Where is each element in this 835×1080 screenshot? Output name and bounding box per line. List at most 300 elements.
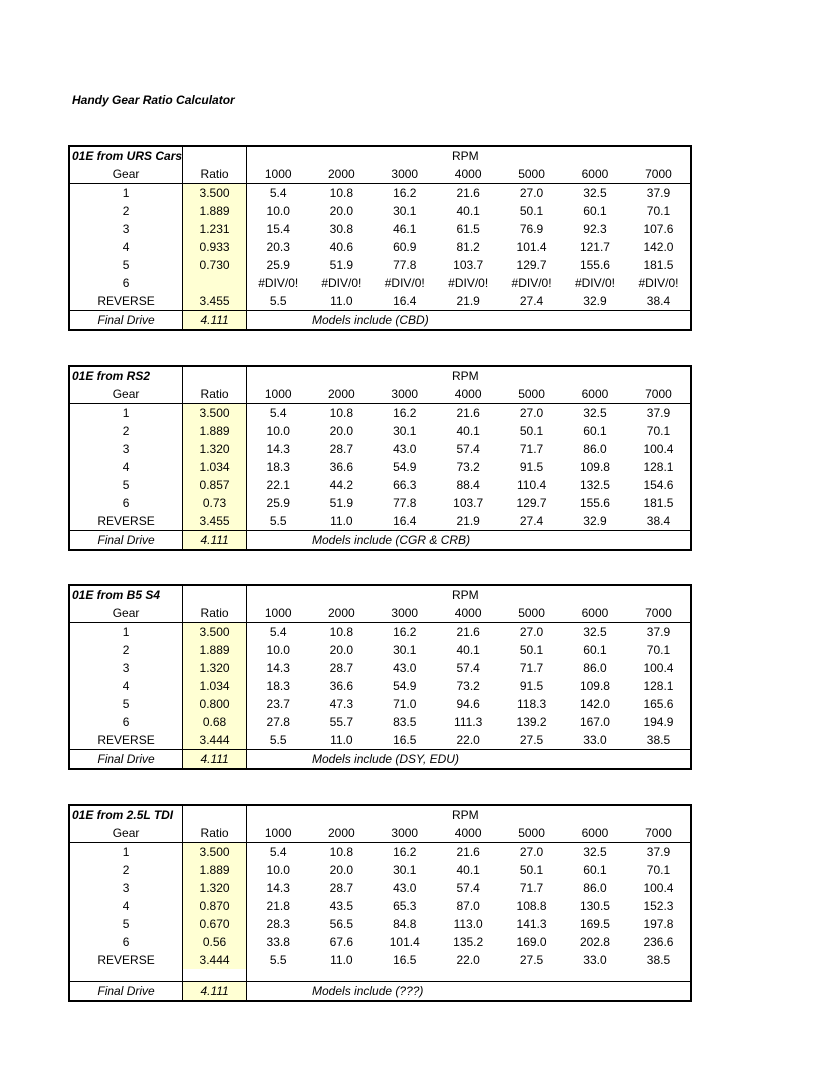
gear-cell: REVERSE	[97, 514, 155, 528]
speed-cell: 14.3	[266, 442, 290, 456]
speed-cell: 167.0	[579, 715, 610, 729]
gear-row	[70, 440, 690, 458]
speed-cell: 25.9	[266, 258, 290, 272]
gear-cell: 4	[122, 679, 130, 693]
speed-cell: 40.6	[329, 240, 354, 254]
gear-row	[70, 731, 690, 750]
speed-cell: #DIV/0!	[321, 276, 362, 290]
speed-cell: 107.6	[643, 222, 674, 236]
rpm-column-header: 3000	[373, 385, 436, 404]
final-drive-label: Final Drive	[70, 311, 183, 330]
speed-cell: 43.0	[393, 881, 417, 895]
rpm-column-header: 7000	[627, 385, 690, 404]
speed-cell: 21.9	[456, 294, 480, 308]
rpm-column-header: 7000	[627, 165, 690, 184]
speed-cell: 109.8	[579, 679, 610, 693]
gear-row	[70, 713, 690, 731]
speed-cell: 51.9	[329, 258, 354, 272]
gear-cell: 1	[122, 845, 130, 859]
table-name: 01E from RS2	[72, 369, 151, 383]
models-include: Models include (???)	[247, 981, 690, 1000]
speed-cell: 73.2	[456, 679, 480, 693]
speed-cell: #DIV/0!	[638, 276, 679, 290]
speed-cell: 27.0	[519, 625, 544, 639]
speed-cell: 57.4	[456, 881, 480, 895]
speed-cell: 60.1	[583, 863, 607, 877]
rpm-column-header: 6000	[563, 604, 627, 623]
gear-cell: 3	[122, 442, 130, 456]
gear-row	[70, 476, 690, 494]
gear-cell: 2	[122, 204, 130, 218]
speed-cell: #DIV/0!	[574, 276, 615, 290]
gear-header: Gear	[70, 385, 183, 404]
speed-cell: 11.0	[330, 953, 353, 967]
gear-row	[70, 951, 690, 969]
gear-cell: 3	[122, 881, 130, 895]
ratio-cell: 1.034	[183, 677, 247, 695]
rpm-column-header: 5000	[500, 165, 563, 184]
gear-cell: 4	[122, 460, 130, 474]
speed-cell: 10.0	[266, 204, 290, 218]
ratio-cell: 3.500	[183, 843, 247, 862]
gear-cell: REVERSE	[97, 733, 155, 747]
speed-cell: 40.1	[456, 424, 480, 438]
rpm-label: RPM	[452, 369, 479, 383]
speed-cell: #DIV/0!	[384, 276, 425, 290]
ratio-column-spacer	[183, 806, 247, 824]
speed-cell: 142.0	[643, 240, 674, 254]
speed-cell: 32.5	[583, 186, 607, 200]
table-header-row	[70, 824, 690, 843]
speed-cell: 155.6	[579, 496, 610, 510]
gear-header: Gear	[70, 604, 183, 623]
speed-cell: 33.8	[266, 935, 290, 949]
speed-cell: 21.8	[266, 899, 290, 913]
models-include: Models include (CGR & CRB)	[247, 531, 690, 550]
ratio-cell: 1.034	[183, 458, 247, 476]
ratio-cell: 1.320	[183, 879, 247, 897]
speed-cell: 121.7	[579, 240, 610, 254]
speed-cell: 129.7	[516, 258, 547, 272]
speed-cell: 142.0	[579, 697, 610, 711]
speed-cell: 18.3	[266, 679, 290, 693]
gear-row	[70, 659, 690, 677]
speed-cell: 27.5	[519, 733, 544, 747]
speed-cell: 50.1	[519, 424, 544, 438]
ratio-cell: 0.800	[183, 695, 247, 713]
speed-cell: 70.1	[646, 424, 671, 438]
speed-cell: 28.3	[266, 917, 290, 931]
speed-cell: 38.5	[646, 953, 671, 967]
speed-cell: 27.8	[266, 715, 290, 729]
speed-cell: 40.1	[456, 204, 480, 218]
speed-cell: 27.0	[519, 406, 544, 420]
ratio-cell: 0.670	[183, 915, 247, 933]
table-name: 01E from B5 S4	[72, 588, 161, 602]
speed-cell: 33.0	[583, 733, 607, 747]
speed-cell: 21.9	[456, 514, 480, 528]
speed-cell: 118.3	[516, 697, 547, 711]
speed-cell: 91.5	[519, 460, 544, 474]
speed-cell: 28.7	[329, 881, 354, 895]
speed-cell: 60.1	[583, 204, 607, 218]
speed-cell: 16.2	[393, 186, 417, 200]
final-drive-value: 4.111	[183, 750, 247, 769]
speed-cell: 10.8	[329, 625, 354, 639]
ratio-cell: 3.444	[183, 951, 247, 969]
speed-cell: 57.4	[456, 442, 480, 456]
gear-row	[70, 202, 690, 220]
speed-cell: 14.3	[266, 881, 290, 895]
speed-cell: 54.9	[393, 679, 417, 693]
models-include: Models include (DSY, EDU)	[247, 750, 690, 769]
rpm-column-header: 1000	[247, 385, 310, 404]
rpm-column-header: 4000	[436, 165, 500, 184]
final-drive-label: Final Drive	[70, 531, 183, 550]
ratio-cell: 1.889	[183, 422, 247, 440]
speed-cell: 22.1	[266, 478, 290, 492]
table-header-row	[70, 604, 690, 623]
spacer-cell	[70, 969, 183, 981]
ratio-cell: 1.231	[183, 220, 247, 238]
speed-cell: 21.6	[456, 625, 480, 639]
speed-cell: 10.8	[329, 186, 354, 200]
speed-cell: 37.9	[646, 186, 671, 200]
rpm-column-header: 7000	[627, 604, 690, 623]
speed-cell: 20.0	[329, 204, 354, 218]
gear-cell: 2	[122, 643, 130, 657]
table-title-row	[70, 147, 690, 165]
speed-cell: 86.0	[583, 881, 607, 895]
speed-cell: 111.3	[454, 715, 483, 729]
ratio-cell: 3.500	[183, 184, 247, 203]
speed-cell: 141.3	[516, 917, 547, 931]
speed-cell: 28.7	[329, 661, 354, 675]
rpm-column-header: 7000	[627, 824, 690, 843]
speed-cell: 5.5	[269, 953, 287, 967]
speed-cell: 197.8	[643, 917, 674, 931]
speed-cell: 16.5	[393, 953, 417, 967]
speed-cell: #DIV/0!	[448, 276, 489, 290]
speed-cell: 16.2	[393, 845, 417, 859]
ratio-cell: 3.455	[183, 292, 247, 311]
speed-cell: 20.3	[266, 240, 290, 254]
speed-cell: 135.2	[453, 935, 484, 949]
ratio-cell: 0.870	[183, 897, 247, 915]
table-title-row	[70, 806, 690, 824]
speed-cell: 36.6	[329, 679, 354, 693]
speed-cell: 66.3	[393, 478, 417, 492]
ratio-cell: 0.73	[183, 494, 247, 512]
speed-cell: 110.4	[516, 478, 547, 492]
speed-cell: 56.5	[329, 917, 354, 931]
gear-ratio-table	[70, 367, 690, 549]
speed-cell: 30.1	[393, 643, 417, 657]
rpm-label: RPM	[452, 588, 479, 602]
final-drive-label: Final Drive	[70, 981, 183, 1000]
speed-cell: 71.7	[519, 442, 544, 456]
speed-cell: 5.4	[269, 625, 287, 639]
final-drive-value: 4.111	[183, 531, 247, 550]
gear-cell: 5	[122, 697, 130, 711]
speed-cell: 83.5	[393, 715, 417, 729]
speed-cell: 91.5	[519, 679, 544, 693]
speed-cell: 23.7	[266, 697, 290, 711]
speed-cell: 65.3	[393, 899, 417, 913]
gear-ratio-table	[70, 806, 690, 1000]
speed-cell: 40.1	[456, 643, 480, 657]
speed-cell: #DIV/0!	[511, 276, 552, 290]
gear-cell: 5	[122, 917, 130, 931]
speed-cell: 10.0	[266, 424, 290, 438]
speed-cell: 38.5	[646, 733, 671, 747]
rpm-column-header: 1000	[247, 165, 310, 184]
speed-cell: 202.8	[579, 935, 610, 949]
gear-cell: 5	[122, 478, 130, 492]
speed-cell: 38.4	[646, 294, 671, 308]
gear-row	[70, 458, 690, 476]
speed-cell: 67.6	[329, 935, 354, 949]
speed-cell: 54.9	[393, 460, 417, 474]
ratio-cell: 0.730	[183, 256, 247, 274]
gear-table-block	[68, 145, 692, 331]
speed-cell: 128.1	[643, 679, 674, 693]
table-name: 01E from URS Cars	[72, 149, 183, 163]
speed-cell: 5.4	[269, 186, 287, 200]
speed-cell: 32.5	[583, 406, 607, 420]
gear-row	[70, 897, 690, 915]
ratio-cell: 0.857	[183, 476, 247, 494]
speed-cell: 27.0	[519, 186, 544, 200]
rpm-column-header: 6000	[563, 824, 627, 843]
speed-cell: 37.9	[646, 625, 671, 639]
speed-cell: 32.9	[583, 294, 607, 308]
speed-cell: 5.4	[269, 845, 287, 859]
gear-row	[70, 184, 690, 203]
gear-cell: 1	[122, 406, 130, 420]
speed-cell: 16.5	[393, 733, 417, 747]
speed-cell: 32.5	[583, 625, 607, 639]
speed-cell: 11.0	[330, 733, 353, 747]
gear-row	[70, 494, 690, 512]
gear-ratio-table	[70, 147, 690, 329]
gear-row	[70, 641, 690, 659]
gear-cell: 6	[122, 715, 130, 729]
rpm-column-header: 1000	[247, 824, 310, 843]
speed-cell: 57.4	[456, 661, 480, 675]
speed-cell: 60.1	[583, 643, 607, 657]
ratio-cell: 0.933	[183, 238, 247, 256]
speed-cell: 15.4	[266, 222, 290, 236]
rpm-column-header: 3000	[373, 165, 436, 184]
gear-row	[70, 238, 690, 256]
speed-cell: 16.2	[393, 406, 417, 420]
ratio-cell: 1.889	[183, 861, 247, 879]
spacer-cell	[247, 969, 690, 981]
ratio-cell: 1.889	[183, 202, 247, 220]
speed-cell: #DIV/0!	[258, 276, 299, 290]
gear-row	[70, 422, 690, 440]
speed-cell: 27.4	[519, 294, 544, 308]
speed-cell: 43.5	[329, 899, 354, 913]
speed-cell: 30.1	[393, 863, 417, 877]
speed-cell: 27.0	[519, 845, 544, 859]
speed-cell: 154.6	[643, 478, 674, 492]
gear-cell: 3	[122, 222, 130, 236]
ratio-cell: 0.68	[183, 713, 247, 731]
speed-cell: 5.5	[269, 514, 287, 528]
speed-cell: 60.9	[393, 240, 417, 254]
ratio-spacer-cell	[183, 969, 247, 981]
gear-cell: REVERSE	[97, 294, 155, 308]
gear-row	[70, 623, 690, 642]
speed-cell: 87.0	[456, 899, 480, 913]
speed-cell: 169.0	[516, 935, 547, 949]
speed-cell: 38.4	[646, 514, 671, 528]
speed-cell: 128.1	[643, 460, 674, 474]
gear-row	[70, 677, 690, 695]
table-header-row	[70, 165, 690, 184]
gear-cell: 6	[122, 935, 130, 949]
speed-cell: 169.5	[579, 917, 610, 931]
speed-cell: 11.0	[330, 294, 353, 308]
final-drive-row	[70, 311, 690, 330]
speed-cell: 5.5	[269, 733, 287, 747]
speed-cell: 22.0	[456, 953, 480, 967]
rpm-column-header: 4000	[436, 385, 500, 404]
speed-cell: 88.4	[456, 478, 480, 492]
gear-row	[70, 861, 690, 879]
speed-cell: 36.6	[329, 460, 354, 474]
gear-row	[70, 915, 690, 933]
speed-cell: 25.9	[266, 496, 290, 510]
speed-cell: 108.8	[516, 899, 547, 913]
speed-cell: 37.9	[646, 845, 671, 859]
speed-cell: 30.8	[329, 222, 354, 236]
gear-cell: 4	[122, 240, 130, 254]
speed-cell: 109.8	[579, 460, 610, 474]
speed-cell: 103.7	[453, 496, 484, 510]
speed-cell: 44.2	[329, 478, 354, 492]
speed-cell: 100.4	[643, 661, 674, 675]
rpm-column-header: 3000	[373, 604, 436, 623]
gear-table-block	[68, 365, 692, 551]
gear-cell: 2	[122, 863, 130, 877]
ratio-header: Ratio	[183, 824, 247, 843]
speed-cell: 132.5	[579, 478, 610, 492]
gear-cell: 1	[122, 625, 130, 639]
gear-table-block	[68, 584, 692, 770]
speed-cell: 30.1	[393, 204, 417, 218]
ratio-cell: 1.320	[183, 440, 247, 458]
gear-row	[70, 695, 690, 713]
speed-cell: 50.1	[519, 204, 544, 218]
ratio-column-spacer	[183, 586, 247, 604]
speed-cell: 100.4	[643, 442, 674, 456]
speed-cell: 71.7	[519, 881, 544, 895]
models-include: Models include (CBD)	[247, 311, 690, 330]
speed-cell: 70.1	[646, 863, 671, 877]
gear-row	[70, 879, 690, 897]
speed-cell: 5.5	[269, 294, 287, 308]
speed-cell: 20.0	[329, 863, 354, 877]
speed-cell: 236.6	[643, 935, 674, 949]
speed-cell: 46.1	[393, 222, 417, 236]
speed-cell: 21.6	[456, 186, 480, 200]
speed-cell: 10.0	[266, 863, 290, 877]
speed-cell: 81.2	[456, 240, 480, 254]
speed-cell: 27.4	[519, 514, 544, 528]
speed-cell: 60.1	[583, 424, 607, 438]
speed-cell: 129.7	[516, 496, 547, 510]
ratio-header: Ratio	[183, 165, 247, 184]
speed-cell: 14.3	[266, 661, 290, 675]
speed-cell: 37.9	[646, 406, 671, 420]
final-drive-row	[70, 531, 690, 550]
speed-cell: 165.6	[643, 697, 674, 711]
speed-cell: 20.0	[329, 643, 354, 657]
final-drive-row	[70, 981, 690, 1000]
speed-cell: 77.8	[393, 496, 417, 510]
ratio-cell: 3.500	[183, 623, 247, 642]
ratio-cell: 0.56	[183, 933, 247, 951]
speed-cell: 43.0	[393, 442, 417, 456]
speed-cell: 20.0	[329, 424, 354, 438]
speed-cell: 84.8	[393, 917, 417, 931]
gear-cell: 6	[122, 276, 130, 290]
rpm-column-header: 6000	[563, 165, 627, 184]
ratio-cell: 1.889	[183, 641, 247, 659]
table-title-row	[70, 367, 690, 385]
speed-cell: 152.3	[643, 899, 674, 913]
spacer-row	[70, 969, 690, 981]
gear-cell: REVERSE	[97, 953, 155, 967]
gear-row	[70, 933, 690, 951]
gear-row	[70, 292, 690, 311]
ratio-column-spacer	[183, 367, 247, 385]
speed-cell: 181.5	[643, 496, 674, 510]
ratio-cell: 3.500	[183, 404, 247, 423]
speed-cell: 94.6	[456, 697, 480, 711]
gear-cell: 3	[122, 661, 130, 675]
ratio-header: Ratio	[183, 385, 247, 404]
final-drive-value: 4.111	[183, 981, 247, 1000]
gear-row	[70, 512, 690, 531]
rpm-label: RPM	[452, 149, 479, 163]
table-name: 01E from 2.5L TDI	[72, 808, 174, 822]
speed-cell: 86.0	[583, 661, 607, 675]
speed-cell: 50.1	[519, 643, 544, 657]
final-drive-row	[70, 750, 690, 769]
speed-cell: 51.9	[329, 496, 354, 510]
ratio-header: Ratio	[183, 604, 247, 623]
speed-cell: 103.7	[453, 258, 484, 272]
speed-cell: 73.2	[456, 460, 480, 474]
speed-cell: 5.4	[269, 406, 287, 420]
rpm-label: RPM	[452, 808, 479, 822]
rpm-column-header: 3000	[373, 824, 436, 843]
speed-cell: 11.0	[330, 514, 353, 528]
speed-cell: 22.0	[456, 733, 480, 747]
ratio-cell	[183, 274, 247, 292]
speed-cell: 70.1	[646, 643, 671, 657]
rpm-column-header: 1000	[247, 604, 310, 623]
final-drive-value: 4.111	[183, 311, 247, 330]
rpm-column-header: 2000	[309, 824, 373, 843]
speed-cell: 92.3	[583, 222, 607, 236]
speed-cell: 113.0	[453, 917, 483, 931]
speed-cell: 71.0	[393, 697, 417, 711]
